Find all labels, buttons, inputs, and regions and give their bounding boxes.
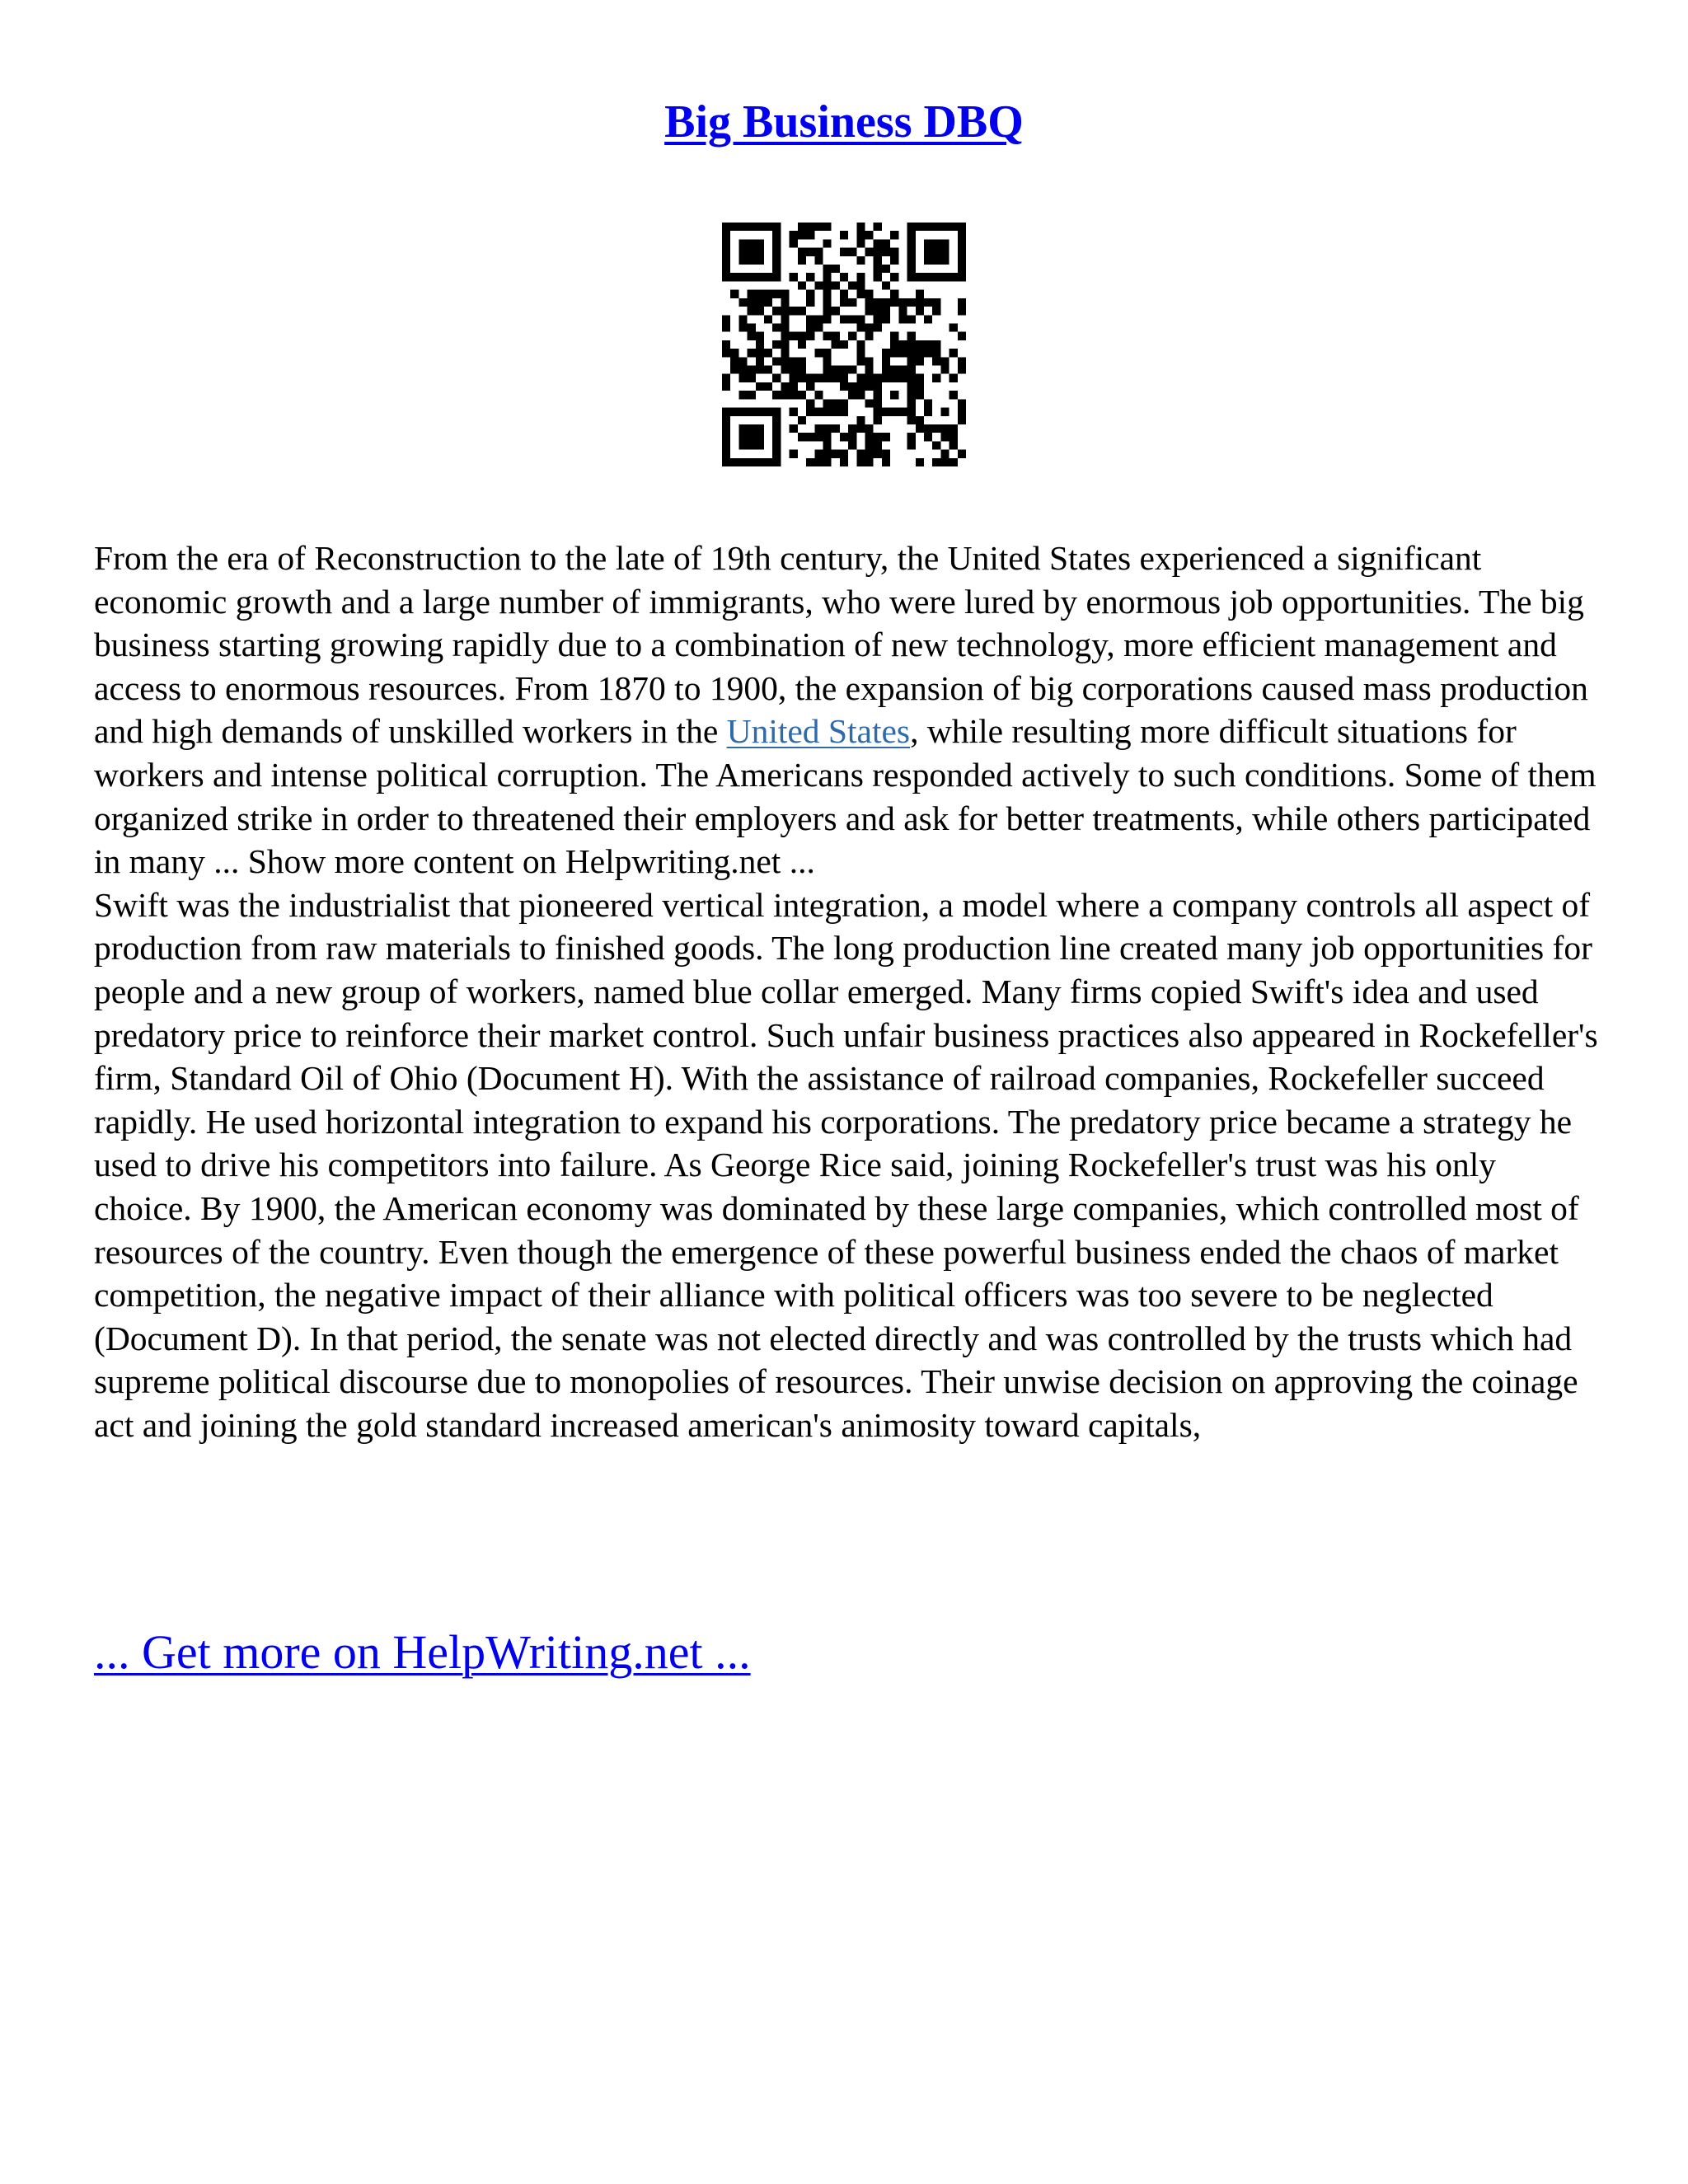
paragraph-1-text-end: , while resulting more difficult situations for workers and intense political corruption. The Americans responded actively to such conditions. Some of them organized strike in order to threatened their employers and ask for better treatments, while others participated in many ... Show more content on Helpwriting.net ... (94, 712, 1597, 881)
page-title (0, 89, 1688, 155)
get-more-section (94, 1624, 751, 1681)
article-body (94, 537, 1602, 1446)
united-states-link[interactable]: United States (726, 712, 911, 751)
title-link[interactable]: Big Business DBQ (664, 96, 1024, 148)
paragraph-2: Swift was the industrialist that pioneered vertical integration, a model where a company controls all aspect of production from raw materials to finished goods. The long production line created many job opportunities for people and a new group of workers, named blue collar emerged. Many firms copied Swift's idea and used predatory price to reinforce their market control. Such unfair business practices also appeared in Rockefeller's firm, Standard Oil of Ohio (Document H). With the assistance of railroad companies, Rockefeller succeed rapidly. He used horizontal integration to expand his corporations. The predatory price became a strategy he used to drive his competitors into failure. As George Rice said, joining Rockefeller's trust was his only choice. By 1900, the American economy was dominated by these large companies, which controlled most of resources of the country. Even though the emergence of these powerful business ended the chaos of market competition, the negative impact of their alliance with political officers was too severe to be neglected (Document D). In that period, the senate was not elected directly and was controlled by the trusts which had supreme political discourse due to monopolies of resources. Their unwise decision on approving the coinage act and joining the gold standard increased american's animosity toward capitals, (94, 885, 1598, 1444)
paragraph-1 (94, 537, 1602, 883)
get-more-link[interactable]: ... Get more on HelpWriting.net ... (94, 1625, 751, 1679)
paragraph-1-text-start: From the era of Reconstruction to the late of 19th century, the United States experienced a significant economic growth and a large number of immigrants, who were lured by enormous job opportunities. The big business starting growing rapidly due to a combination of new technology, more efficient management and access to enormous resources. From 1870 to 1900, the expansion of big corporations caused mass production and high demands of unskilled workers in the (94, 539, 1588, 751)
qr-code-icon (722, 223, 966, 466)
